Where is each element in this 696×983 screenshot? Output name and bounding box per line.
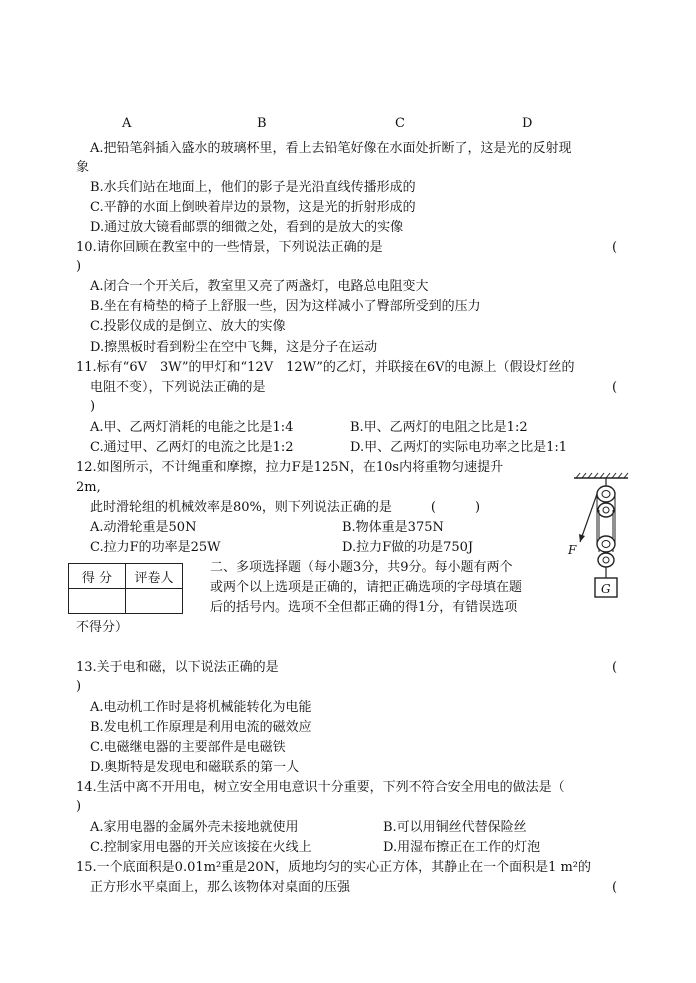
q12-stem-line3: 此时滑轮组的机械效率是80%，则下列说法正确的是 ( ) <box>90 500 481 515</box>
q13-paren-open: ( <box>612 660 618 675</box>
figure-label-d: D <box>522 116 533 131</box>
q10-option-b: B.坐在有椅垫的椅子上舒服一些，因为这样减小了臀部所受到的压力 <box>90 299 481 314</box>
q13-option-c: C.电磁继电器的主要部件是电磁铁 <box>90 740 286 755</box>
q12-stem-cont: 2m, <box>76 480 101 495</box>
q11-paren-open: ( <box>612 380 618 395</box>
q11-paren-close: ) <box>90 399 96 414</box>
q10-paren-open: ( <box>612 240 618 255</box>
q11-stem-cont: 电阻不变），下列说法正确的是 <box>90 380 266 395</box>
q12-option-d: D.拉力F做的功是750J <box>342 540 474 555</box>
q13-option-d: D.奥斯特是发现电和磁联系的第一人 <box>90 760 300 775</box>
figure-label-a: A <box>122 116 132 131</box>
section2-line3: 后的括号内。选项不全但都正确的得1分，有错误选项 <box>210 600 518 615</box>
q11-option-c: C.通过甲、乙两灯的电流之比是1:2 <box>90 440 294 455</box>
q11-option-a: A.甲、乙两灯消耗的电能之比是1:4 <box>90 420 294 435</box>
q14-option-b: B.可以用铜丝代替保险丝 <box>383 820 527 835</box>
q14-paren-close: ) <box>76 799 82 814</box>
q14-option-c: C.控制家用电器的开关应该接在火线上 <box>90 840 312 855</box>
grader-header: 评卷人 <box>126 564 183 589</box>
q9-option-c: C.平静的水面上倒映着岸边的景物，这是光的折射形成的 <box>90 200 416 215</box>
q11-stem: 11.标有“6V 3W”的甲灯和“12V 12W”的乙灯，并联接在6V的电源上（假设灯丝的 <box>76 360 575 375</box>
pulley-load-label: G <box>601 582 611 596</box>
section2-line1: 二、多项选择题（每小题3分，共9分。每小题有两个 <box>210 560 513 575</box>
score-header: 得 分 <box>69 564 126 589</box>
q13-paren-close: ) <box>76 679 82 694</box>
pulley-force-label: F <box>568 543 577 557</box>
q10-paren-close: ) <box>76 259 82 274</box>
grader-cell <box>126 589 183 614</box>
q14-option-a: A.家用电器的金属外壳未接地就使用 <box>90 820 299 835</box>
pulley-diagram <box>566 472 636 602</box>
q9-option-d: D.通过放大镜看邮票的细微之处，看到的是放大的实像 <box>90 220 404 235</box>
q9-option-a: A.把铅笔斜插入盛水的玻璃杯里，看上去铅笔好像在水面处折断了，这是光的反射现 <box>90 141 572 156</box>
q9-option-b: B.水兵们站在地面上，他们的影子是光沿直线传播形成的 <box>90 180 416 195</box>
q11-option-d: D.甲、乙两灯的实际电功率之比是1:1 <box>350 440 568 455</box>
q9-option-a-cont: 象 <box>76 160 90 175</box>
figure-label-c: C <box>395 116 405 131</box>
q15-paren-open: ( <box>612 880 618 895</box>
section2-line4: 不得分） <box>76 620 129 635</box>
q13-stem: 13.关于电和磁，以下说法正确的是 <box>76 660 279 675</box>
q13-option-a: A.电动机工作时是将机械能转化为电能 <box>90 700 312 715</box>
q10-option-a: A.闭合一个开关后，教室里又亮了两盏灯，电路总电阻变大 <box>90 279 429 294</box>
section2-line2: 或两个以上选项是正确的，请把正确选项的字母填在题 <box>210 580 523 595</box>
q13-option-b: B.发电机工作原理是利用电流的磁效应 <box>90 720 312 735</box>
score-cell <box>69 589 126 614</box>
q12-option-c: C.拉力F的功率是25W <box>90 540 221 555</box>
q10-option-c: C.投影仪成的是倒立、放大的实像 <box>90 319 286 334</box>
q12-option-a: A.动滑轮重是50N <box>90 520 197 535</box>
q10-stem: 10.请你回顾在教室中的一些情景，下列说法正确的是 <box>76 240 383 255</box>
score-table <box>68 563 183 614</box>
q14-option-d: D.用湿布擦正在工作的灯泡 <box>383 840 541 855</box>
figure-label-b: B <box>257 116 267 131</box>
q14-stem: 14.生活中离不开用电，树立安全用电意识十分重要，下列不符合安全用电的做法是（ <box>76 780 565 795</box>
q12-option-b: B.物体重是375N <box>342 520 444 535</box>
q15-stem: 15.一个底面积是0.01m²重是20N，质地均匀的实心正方体，其静止在一个面积是1 m²的 <box>76 860 592 875</box>
q15-stem-cont: 正方形水平桌面上，那么该物体对桌面的压强 <box>90 880 351 895</box>
q11-option-b: B.甲、乙两灯的电阻之比是1:2 <box>350 420 528 435</box>
q10-option-d: D.擦黑板时看到粉尘在空中飞舞，这是分子在运动 <box>90 340 378 355</box>
q12-stem: 12.如图所示，不计绳重和摩擦，拉力F是125N，在10s内将重物匀速提升 <box>76 460 504 475</box>
